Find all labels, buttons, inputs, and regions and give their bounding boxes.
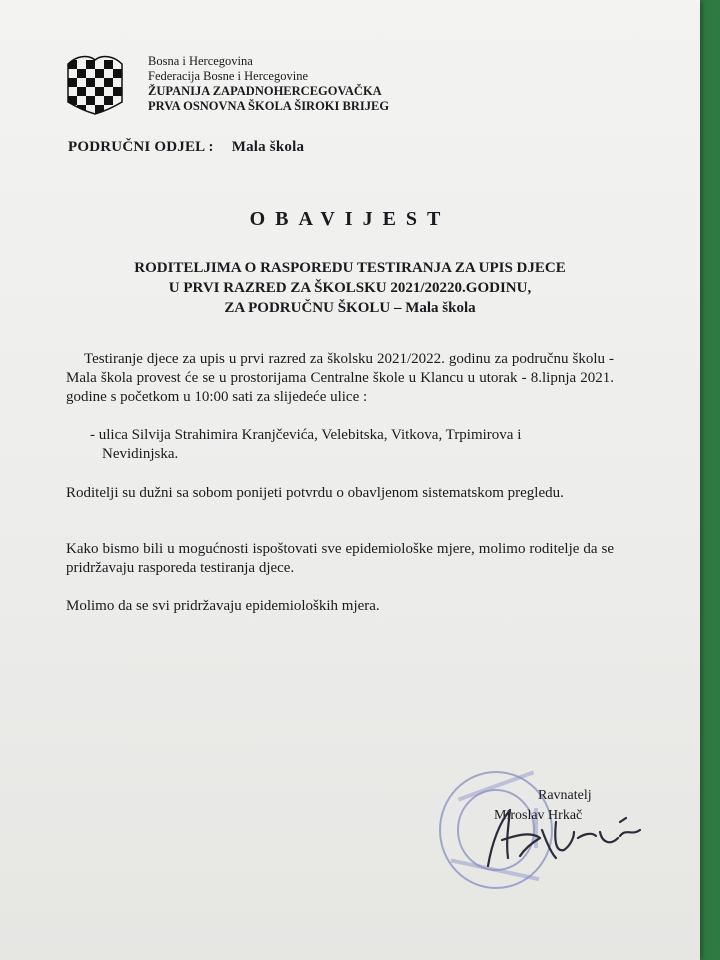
signature-name: Miroslav Hrkač	[494, 808, 583, 823]
street-list-line-1: - ulica Silvija Strahimira Kranjčevića, Velebitska, Vitkova, Trpimirova i	[90, 427, 522, 443]
header-county: ŽUPANIJA ZAPADNOHERCEGOVAČKA	[148, 84, 382, 98]
signature-block	[430, 762, 660, 902]
institution-header	[148, 54, 389, 114]
street-list-line-2: Nevidinjska.	[102, 446, 179, 462]
paragraph-closing-request: Molimo da se svi pridržavaju epidemioloških mjera.	[66, 598, 380, 614]
handwritten-signature-icon	[470, 792, 650, 872]
subtitle-line-2: U PRVI RAZRED ZA ŠKOLSKU 2021/20220.GODINU,	[168, 280, 532, 296]
department-value: Mala škola	[231, 139, 305, 155]
subtitle-line-1: RODITELJIMA O RASPOREDU TESTIRANJA ZA UPIS DJECE	[134, 260, 566, 276]
paragraph-medical-certificate: Roditelji su dužni sa sobom ponijeti potvrdu o obavljenom sistematskom pregledu.	[66, 485, 564, 501]
paragraph-testing-schedule: Testiranje djece za upis u prvi razred za školsku 2021/2022. godinu za područnu školu -Mala škola provest će se u prostorijama Centralne škole u Klancu u utorak - 8.lipnja 2021. godine s početkom u 10:00 sati za slijedeće ulice :	[66, 351, 614, 405]
document-subtitle	[70, 258, 630, 318]
paragraph-epidemiological-measures: Kako bismo bili u mogućnosti ispoštovati sve epidemiološke mjere, molimo roditelje da se pridržavaju rasporeda testiranja djece.	[66, 541, 614, 576]
header-school: PRVA OSNOVNA ŠKOLA ŠIROKI BRIJEG	[148, 99, 390, 113]
department-label: PODRUČNI ODJEL :	[68, 139, 214, 155]
header-country: Bosna i Hercegovina	[148, 54, 253, 68]
street-list	[90, 426, 630, 464]
checkered-crest-icon	[62, 50, 128, 116]
signature-title: Ravnatelj	[538, 788, 592, 803]
subtitle-line-3: ZA PODRUČNU ŠKOLU – Mala škola	[224, 300, 476, 316]
header-federation: Federacija Bosne i Hercegovine	[148, 69, 309, 83]
department-line	[68, 139, 304, 156]
document-title: OBAVIJEST	[249, 208, 451, 230]
